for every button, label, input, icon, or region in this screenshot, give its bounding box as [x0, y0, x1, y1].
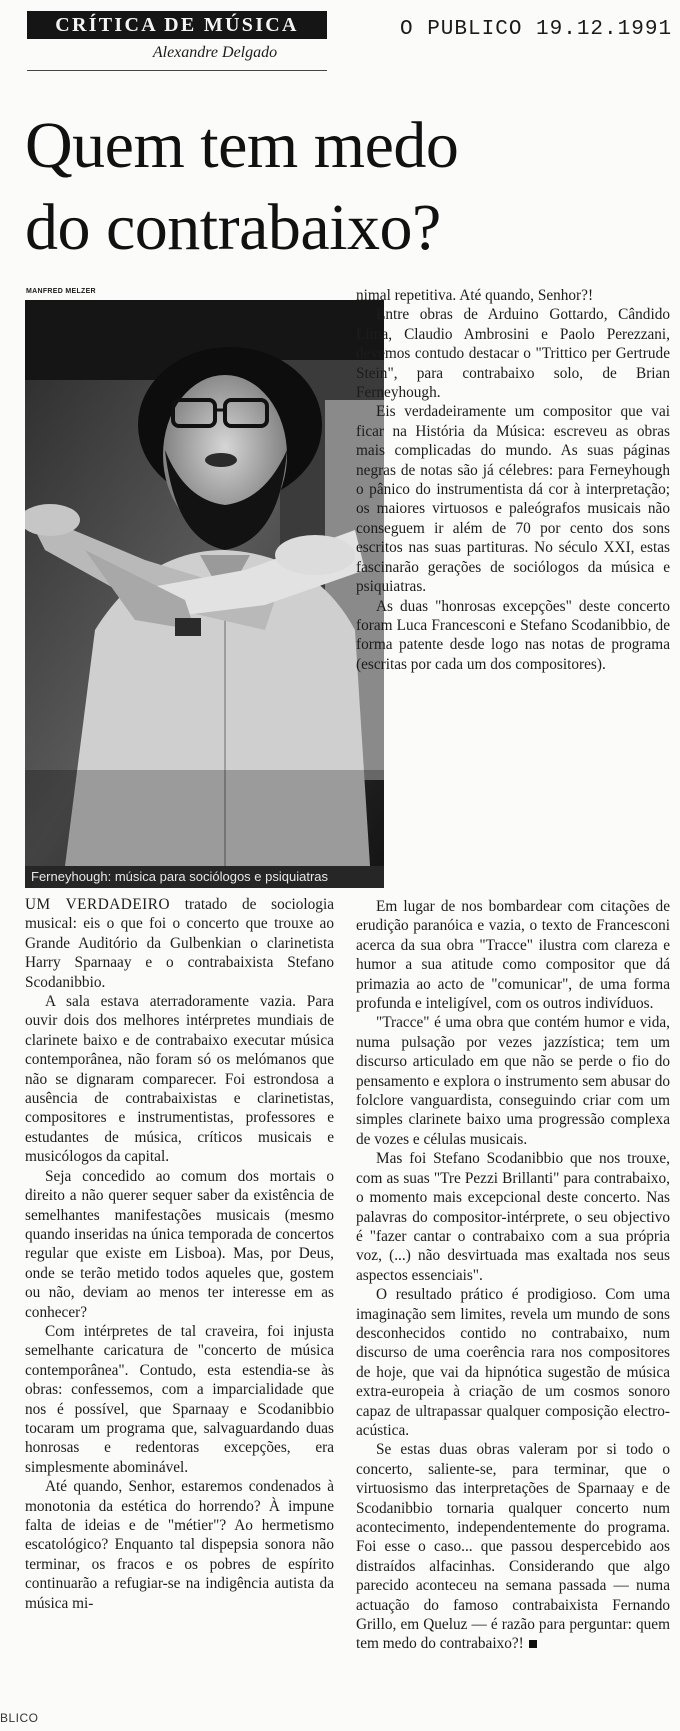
- paragraph: nimal repetitiva. Até quando, Senhor?!: [356, 287, 594, 304]
- section-tag: CRÍTICA DE MÚSICA: [27, 11, 327, 39]
- article-column-right: [356, 897, 670, 1717]
- paragraph: Seja concedido ao comum dos mortais o direito a não querer sequer saber da existência de semelhantes manifestações musicais (mesmo quando inseridas na única temporada de concertos regular que existe em Lisboa). Mas, por Deus, onde se terão metido todos aqueles que, gostem ou não, deviam ao menos ter interesse em as conhecer?: [25, 1167, 334, 1321]
- footer-fragment: BLICO: [0, 1711, 39, 1725]
- paragraph-final: Se estas duas obras valeram por si todo o concerto, saliente-se, para terminar, que o virtuosismo das interpretações de Sparnaay e de Scodanibbio tornaria qualquer concerto num acontecimento, independentemente do programa. Foi esse o caso... que passou despercebido aos distraídos alfacinhas. Considerando que algo parecido aconteceu na semana passada — numa actuação do famoso contrabaixista Fernando Grillo, em Queluz — é razão para perguntar: quem tem medo do contrabaixo?!: [356, 1441, 670, 1653]
- header-rule: [27, 70, 327, 71]
- paragraph: As duas "honrosas excepções" deste concerto foram Luca Francesconi e Stefano Scodanibbio, de forma patente desde logo nas notas de programa (escritas por cada um dos compositores).: [356, 597, 670, 673]
- masthead-date: O PUBLICO 19.12.1991: [400, 18, 673, 41]
- author-byline: Alexandre Delgado: [152, 44, 278, 61]
- portrait-photo-image: [25, 300, 384, 866]
- paragraph: Até quando, Senhor, estaremos condenados à monotonia da estética do horrendo? À impune falta de ideias e de "métier"? Ao hermetismo escatológico? Enquanto tal dispepsia sonora não terminar, os fracos e os pobres de espírito continuarão a refugiar-se na indigência autista da música mi-: [25, 1478, 334, 1612]
- headline-line-1: Quem tem medo: [25, 109, 459, 182]
- paragraph: A sala estava aterradoramente vazia. Para ouvir dois dos melhores intérpretes mundiais de clarinete baixo e de contrabaixo executar música contemporânea, não foram só os melómanos que não se dignaram comparecer. Foi estrondosa a ausência de contrabaixistas e clarinetistas, compositores e instrumentistas, professores e estudantes de música, críticos musicais e musicólogos da capital.: [25, 993, 334, 1166]
- end-mark-icon: [529, 1640, 537, 1648]
- photo-caption: Ferneyhough: música para sociólogos e psiquiatras: [25, 866, 384, 888]
- photo-credit: MANFRED MELZER: [26, 288, 96, 295]
- paragraph: "Tracce" é uma obra que contém humor e vida, numa pulsação por vezes jazzística; tem um discurso articulado em que não se perde o fio do pensamento e explora o instrumento sem abusar do folclore vanguardista, conseguindo criar com um simples clarinete baixo uma progressão complexa de vozes e células musicais.: [356, 1014, 670, 1148]
- headline: [25, 105, 545, 269]
- lead-in: UM VERDADEIRO: [25, 896, 171, 913]
- article-column-middle: [356, 286, 670, 896]
- headline-line-2: do contrabaixo?: [25, 191, 441, 264]
- paragraph: Eis verdadeiramente um compositor que vai ficar na História da Música: escreveu as obras mais complicadas do mundo. As suas páginas negras de notas são já célebres: para Ferneyhough o pânico do instrumentista dá cor à interpretação; os maiores virtuosos e paleógrafos musicais não conseguem ir além de 70 por cento dos sons escritos nas suas partituras. No século XXI, estas fascinarão gerações de sociólogos da música e psiquiatras.: [356, 403, 670, 596]
- paragraph: Em lugar de nos bombardear com citações de erudição paranóica e vazia, o texto de Francesconi acerca da sua obra "Tracce" ilustra com clareza e humor a sua atitude como compositor que dá primazia ao acto de "comunicar", de uma forma profunda e inteligível, com os outros indivíduos.: [356, 898, 670, 1013]
- article-column-left: [25, 895, 334, 1695]
- paragraph: Mas foi Stefano Scodanibbio que nos trouxe, com as suas "Tre Pezzi Brillanti" para contrabaixo, o momento mais excepcional deste concerto. Nas palavras do compositor-intérprete, o seu objectivo é "fazer cantar o contrabaixo com a sua própria voz, (...) não desvirtuada mas exaltada nos seus aspectos essenciais".: [356, 1150, 670, 1284]
- paragraph: Com intérpretes de tal craveira, foi injusta semelhante caricatura de "concerto de música contemporânea". Contudo, esta estendia-se às obras: confessemos, com a imparcialidade que nos é possível, que Sparnaay e Scodanibbio tocaram um programa que, salvaguardando duas honrosas e redentoras excepções, era simplesmente abominável.: [25, 1322, 334, 1476]
- paragraph: O resultado prático é prodigioso. Com uma imaginação sem limites, revela um mundo de sons desconhecidos contido no contrabaixo, num discurso de uma coerência rara nos compositores de hoje, que vai da hipnótica sugestão de música extra-europeia à criação de um cosmos sonoro capaz de ultrapassar qualquer composição electro-acústica.: [356, 1286, 670, 1439]
- portrait-photo: [25, 300, 384, 866]
- paragraph: Entre obras de Arduino Gottardo, Cândido Lima, Claudio Ambrosini e Paolo Perezzani, devemos contudo destacar o "Trittico per Gertrude Stein", para contrabaixo solo, de Brian Ferneyhough.: [356, 306, 670, 402]
- paragraph: UM VERDADEIRO tratado de sociologia musical: eis o que foi o concerto que trouxe ao Grande Auditório da Gulbenkian o clarinetista Harry Sparnaay e o contrabaixista Stefano Scodanibbio.: [25, 896, 334, 991]
